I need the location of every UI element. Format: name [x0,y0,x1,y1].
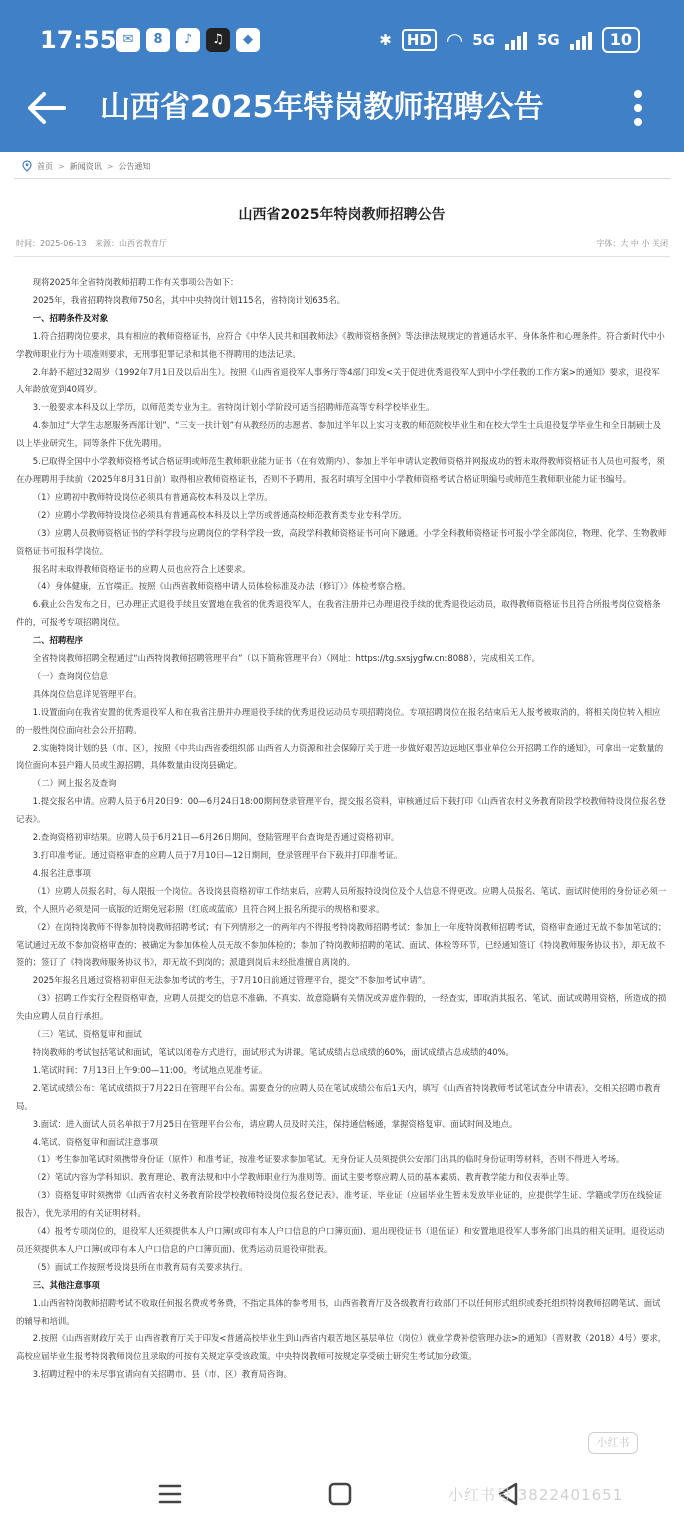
article-paragraph: 1.笔试时间：7月13日上午9:00—11:00。考试地点见准考证。 [32,1064,268,1075]
article-paragraph: 2.按照《山西省财政厅关于 山西省教育厅关于印发<普通高校毕业生到山西省内艰苦地区基层单位（岗位）就业学费补偿管理办法>的通知》（晋财教（2018）4号）要求，高校应届毕业生报考特岗教师岗位且录取的可按有关规定享受该政策。中央特岗教师可按规定享受硕士研究生考试加分政策。 [16,1333,667,1362]
article-paragraph: 2025年报名且通过资格初审但无法参加考试的考生，于7月10日前通过管理平台，提交“不参加考试申请”。 [32,975,431,986]
system-nav-bar [0,1464,684,1524]
music-app-icon: ♪ [176,28,200,52]
article-paragraph: 3.招聘过程中的未尽事宜请向有关招聘市、县（市、区）教育局咨询。 [32,1369,293,1380]
more-options-button[interactable] [622,84,654,132]
article-paragraph: 2.笔试成绩公布：笔试成绩拟于7月22日在管理平台公布。需要查分的应聘人员在笔试成绩公布后1天内，填写《山西省特岗教师考试笔试查分申请表》，交相关招聘市教育局。 [16,1082,661,1111]
divider [14,256,670,257]
article-paragraph: 3.一般要求本科及以上学历，以师范类专业为主。省特岗计划小学阶段可适当招聘师范高等专科学校毕业生。 [32,402,435,413]
tiktok-icon: ♫ [206,28,230,52]
breadcrumb [22,156,150,176]
bluetooth-icon: ✱ [379,31,392,49]
status-time: 17:55 [40,26,117,54]
section-heading: 二、招聘程序 [32,635,84,646]
signal-bars-icon-2 [570,30,592,50]
article-paragraph: （3）资格复审时须携带《山西省农村义务教育阶段学校教师特设岗位报名登记表》、准考证、毕业证（应届毕业生暂未发放毕业证的，应提供学生证、学籍或学历在线验证报告），优先录用的有关证明材料。 [16,1190,663,1219]
location-pin-icon [22,160,32,172]
app-header [0,0,684,152]
article-paragraph: 1.设置面向在我省安置的优秀退役军人和在我省注册并办理退役手续的优秀退役运动员专项招聘岗位。专项招聘岗位在报名结束后无人报考被取消的，将相关岗位转入相应的一般性岗位面向社会公开招聘。 [16,706,661,735]
watermark-text: 小红书号 3822401651 [448,1486,624,1504]
app-bar [0,72,684,144]
breadcrumb-notice[interactable]: 公告通知 [118,161,151,171]
article-paragraph: 现将2025年全省特岗教师招聘工作有关事项公告如下： [32,277,239,287]
article-paragraph: 3.面试：进入面试人员名单拟于7月25日在管理平台公布，请应聘人员及时关注，保持通信畅通，掌握资格复审、面试时间及地点。 [32,1118,518,1129]
article-paragraph: （二）网上报名及查询 [32,778,117,789]
notif-badge-icon: 8 [146,28,170,52]
xiaohongshu-badge: 小红书 [588,1432,638,1454]
nav-home-button[interactable] [322,1476,358,1512]
article-paragraph: 3.打印准考证。通过资格审查的应聘人员于7月10日—12日期间，登录管理平台下载并打印准考证。 [32,850,403,860]
article-paragraph: 全省特岗教师招聘全程通过“山西特岗教师招聘管理平台”（以下简称管理平台）（网址：https://tg.sxsjygfw.cn:8088），完成相关工作。 [32,653,540,664]
menu-icon [152,1476,188,1512]
article-paragraph: 6.截止公告发布之日，已办理正式退役手续且安置地在我省的优秀退役军人，在我省注册并已办理退役手续的优秀退役运动员，取得教师资格证书且符合所报考岗位资格条件的，可报考专项招聘岗位。 [16,599,661,628]
article-paragraph: 4.参加过“大学生志愿服务西部计划”、“三支一扶计划”有从教经历的志愿者、参加过半年以上实习支教的师范院校毕业生和在校大学生士兵退役复学毕业生和全日制硕士及以上毕业研究生，同等条件下优先聘用。 [16,420,662,449]
article-meta [16,238,167,249]
article-paragraph: （5）面试工作按照考设岗县所在市教育局有关要求执行。 [32,1261,248,1272]
article-paragraph: 2.年龄不超过32周岁（1992年7月1日及以后出生）。按照《山西省退役军人事务厅等4部门印发<关于促进优秀退役军人到中小学任教的工作方案>的通知》要求，退役军人年龄放宽到40周岁。 [16,366,660,395]
article-paragraph: 4.笔试、资格复审和面试注意事项 [32,1136,159,1147]
article-source: 来源：山西省教育厅 [95,239,168,248]
divider [14,178,670,179]
article-paragraph: （3）应聘人员教师资格证书的学科学段与应聘岗位的学科学段一致，高段学科教师资格证书可向下融通。小学全科教师资格证书可报小学全部岗位，物理、化学、生物教师资格证书可报科学岗位。 [16,527,667,556]
article-paragraph: 2.实施特岗计划的县（市、区），按照《中共山西省委组织部 山西省人力资源和社会保障厅关于进一步做好艰苦边远地区事业单位公开招聘工作的通知》，可拿出一定数量的岗位面向本县户籍人员或生源招聘，具体数量由设岗县确定。 [16,742,664,771]
article-paragraph: （2）笔试内容为学科知识、教育理论、教育法规和中小学教师职业行为准则等。面试主要考察应聘人员的基本素质、教育教学能力和仪表举止等。 [32,1172,575,1183]
article-paragraph: （4）报考专项岗位的，退役军人还须提供本人户口簿(或印有本人户口信息的户口簿页面)、退出现役证书（退伍证）和安置地退役军人事务部门出具的相关证明。退役运动员还须提供本人户口簿(或印有本人户口信息的户口簿页面)、优秀运动员退役审批表。 [16,1226,665,1254]
article-paragraph: （4）身体健康，五官端正。按照《山西省教师资格申请人员体检标准及办法（修订）》体检考察合格。 [32,581,411,592]
arrow-left-icon [22,84,70,132]
more-vertical-icon [622,84,654,132]
breadcrumb-home[interactable]: 首页 [37,161,53,171]
article-paragraph: （2）应聘小学教师特设岗位必须具有普通高校本科及以上学历或普通高校师范教育类专业专科学历。 [32,509,407,520]
article-paragraph: （2）在岗特岗教师不得参加特岗教师招聘考试；有下列情形之一的两年内不得报考特岗教师招聘考试：参加上一年度特岗教师招聘考试，资格审查通过无故不参加笔试的；笔试通过无故不参加资格审查的；被确定为参加体检人员无故不参加体检的；参加了特岗教师招聘的笔试、面试、体检等环节，已经通知签订《特岗教师服务协议书》，却无故不签的；签订了《特岗教师服务协议书》，却无故不到岗的；派遣到岗后未经批准擅自离岗的。 [16,921,667,968]
font-size-control[interactable]: 字体：大 中 小 关闭 [596,239,668,248]
status-bar [0,22,684,58]
article-paragraph: （一）查询岗位信息 [32,670,109,681]
wifi-icon: ◠ [446,28,463,52]
system-indicators [379,22,640,58]
back-button[interactable] [22,84,70,132]
article-paragraph: 2025年，我省招聘特岗教师750名，其中中央特岗计划115名，省特岗计划635名。 [32,294,345,305]
article-paragraph: 2.查询资格初审结果。应聘人员于6月21日—6月26日期间，登陆管理平台查询是否通过资格初审。 [32,832,400,843]
article-paragraph: 特岗教师的考试包括笔试和面试，笔试以闭卷方式进行，面试形式为讲课。笔试成绩占总成绩的60%，面试成绩占总成绩的40%。 [32,1046,514,1057]
article-paragraph: （1）应聘初中教师特设岗位必须具有普通高校本科及以上学历。 [32,491,273,502]
nav-menu-button[interactable] [152,1476,188,1512]
article-paragraph: 5.已取得全国中小学教师资格考试合格证明或师范生教师职业能力证书（在有效期内）、参加上半年申请认定教师资格并网报成功的暂未取得教师资格证书人员也可报考，须在办理聘用手续前（2025年8月31日前）取得相应教师资格证书，否则不予聘用，报名时填写全国中小学教师资格考试合格证明编号或师范生教师职业能力证书编号。 [16,456,665,484]
article-paragraph: 1.提交报名申请。应聘人员于6月20日9：00—6月24日18:00期间登录管理平台，提交报名资料，审核通过后下载打印《山西省农村义务教育阶段学校教师特设岗位报名登记表》。 [16,796,666,825]
article-paragraph: 1.山西省特岗教师招聘考试不收取任何报名费或考务费，不指定具体的参考用书，山西省教育厅及各级教育行政部门不以任何形式组织或委托组织特岗教师招聘笔试、面试的辅导和培训。 [16,1297,661,1326]
battery-icon: 10 [602,27,640,53]
article-paragraph: 1.符合招聘岗位要求，具有相应的教师资格证书，应符合《中华人民共和国教师法》《教师资格条例》等法律法规规定的普通话水平、身体条件和心理条件。符合新时代中小学教师职业行为十项准则要求，无刑事犯罪记录和其他不得聘用的违法记录。 [16,330,665,359]
breadcrumb-separator: > [106,161,114,171]
network-5g-label: 5G [472,31,495,49]
article-body [16,274,668,1384]
browser-icon: ◆ [236,28,260,52]
article-title: 山西省2025年特岗教师招聘公告 [238,207,446,223]
article-paragraph: （1）考生参加笔试时须携带身份证（原件）和准考证，按准考证要求参加笔试。无身份证人员须提供公安部门出具的临时身份证明等材料，否则不得进入考场。 [32,1154,625,1165]
wechat-icon: ✉ [116,28,140,52]
article-paragraph: 4.报名注意事项 [32,867,92,878]
section-heading: 三、其他注意事项 [32,1279,100,1290]
article-time: 时间：2025-06-13 [16,239,87,248]
article-paragraph: （三）笔试、资格复审和面试 [32,1029,142,1040]
network-5g-label-2: 5G [536,31,560,49]
home-icon [322,1476,358,1512]
signal-bars-icon [505,30,527,50]
article-paragraph: 报名时未取得教师资格证书的应聘人员也应符合上述要求。 [32,563,251,574]
webpage-content[interactable] [0,152,684,1464]
breadcrumb-separator: > [58,161,65,171]
app-bar-title: 山西省2025年特岗教师招聘公告 [100,90,544,125]
section-heading: 一、招聘条件及对象 [32,312,109,323]
hd-icon: HD [402,29,437,51]
breadcrumb-news[interactable]: 新闻资讯 [69,161,102,171]
article-paragraph: （1）应聘人员报名时，每人限报一个岗位。各设岗县资格初审工作结束后，应聘人员所报特设岗位及个人信息不得更改。应聘人员报名、笔试、面试时使用的身份证必须一致，个人照片必须是同一底版的近期免冠彩照（红底或蓝底）且符合网上报名所提示的规格和要求。 [16,885,667,914]
article-paragraph: （3）招聘工作实行全程资格审查，应聘人员提交的信息不准确、不真实、故意隐瞒有关情况或弄虚作假的，一经查实，即取消其报名、笔试、面试或聘用资格，所造成的损失由应聘人员自行承担。 [16,993,667,1022]
article-paragraph: 具体岗位信息详见管理平台。 [32,688,142,699]
